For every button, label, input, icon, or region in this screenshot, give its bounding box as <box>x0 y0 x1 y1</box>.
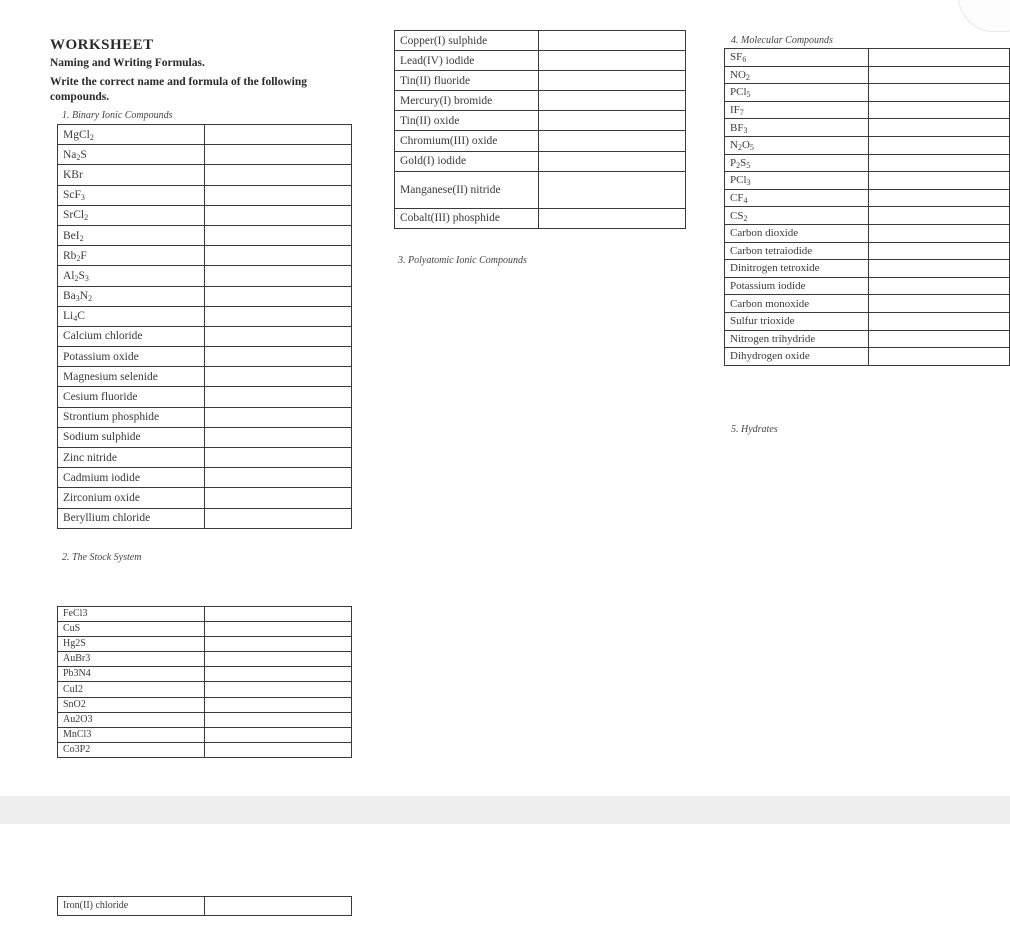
answer-cell[interactable] <box>205 306 352 326</box>
table-row <box>725 119 1010 137</box>
worksheet-instructions: Write the correct name and formula of the following compounds. <box>50 76 307 103</box>
answer-cell[interactable] <box>205 205 352 225</box>
table-row <box>58 488 352 508</box>
compound-cell: BeI$_2$ <box>58 225 205 245</box>
table-row <box>58 387 352 407</box>
answer-cell[interactable] <box>205 622 352 637</box>
answer-cell[interactable] <box>205 165 352 185</box>
answer-cell[interactable] <box>205 742 352 757</box>
compound-cell: AuBr3 <box>58 652 205 667</box>
answer-cell[interactable] <box>869 189 1010 207</box>
compound-cell: Tin(II) oxide <box>395 111 539 131</box>
worksheet-title: WORKSHEET <box>50 37 154 53</box>
table-row <box>58 652 352 667</box>
compound-cell: Carbon dioxide <box>725 224 869 242</box>
answer-cell[interactable] <box>869 295 1010 313</box>
compound-cell: Potassium iodide <box>725 277 869 295</box>
table-row <box>58 266 352 286</box>
compound-cell: PCl$_3$ <box>725 172 869 190</box>
table-row <box>725 207 1010 225</box>
answer-cell[interactable] <box>869 330 1010 348</box>
table-row <box>58 427 352 447</box>
compound-cell: Dihydrogen oxide <box>725 348 869 366</box>
compound-cell: $IF_7$ <box>725 101 869 119</box>
section-heading-hydrates: 5. Hydrates <box>731 424 778 435</box>
compound-cell: Tin(II) fluoride <box>395 71 539 91</box>
table-row <box>58 225 352 245</box>
compound-cell: Potassium oxide <box>58 347 205 367</box>
page-separator <box>0 796 1010 824</box>
answer-cell[interactable] <box>869 154 1010 172</box>
table-row <box>725 172 1010 190</box>
table-row <box>395 71 686 91</box>
table-row <box>725 136 1010 154</box>
answer-cell[interactable] <box>205 637 352 652</box>
compound-cell: Co3P2 <box>58 742 205 757</box>
table-row <box>58 246 352 266</box>
table-row <box>395 91 686 111</box>
table-row <box>395 131 686 151</box>
worksheet-subtitle: Naming and Writing Formulas. <box>50 57 205 69</box>
compound-cell: $N_2O_5$ <box>725 136 869 154</box>
section-heading-stock-system: 2. The Stock System <box>62 552 142 563</box>
compound-cell: $Rb_2F$ <box>58 246 205 266</box>
compound-cell: Au2O3 <box>58 712 205 727</box>
table-row <box>725 348 1010 366</box>
compound-cell: CuS <box>58 622 205 637</box>
answer-cell[interactable] <box>205 225 352 245</box>
answer-cell[interactable] <box>205 508 352 528</box>
compound-cell: SrCl$_2$ <box>58 205 205 225</box>
table-row <box>395 208 686 228</box>
table-row <box>725 242 1010 260</box>
compound-cell: $P_2S_5$ <box>725 154 869 172</box>
table-row <box>58 667 352 682</box>
table-stock-system-continued <box>394 30 686 229</box>
table-row <box>725 66 1010 84</box>
compound-cell: Mercury(I) bromide <box>395 91 539 111</box>
table-row <box>58 697 352 712</box>
answer-cell[interactable] <box>205 667 352 682</box>
table-row <box>58 468 352 488</box>
answer-cell[interactable] <box>205 488 352 508</box>
answer-cell[interactable] <box>869 312 1010 330</box>
answer-cell[interactable] <box>869 224 1010 242</box>
table-binary-ionic <box>57 124 352 529</box>
compound-cell: Cadmium iodide <box>58 468 205 488</box>
answer-cell[interactable] <box>869 119 1010 137</box>
compound-cell: Cobalt(III) phosphide <box>395 208 539 228</box>
table-row <box>58 637 352 652</box>
answer-cell[interactable] <box>539 111 686 131</box>
table-row <box>725 330 1010 348</box>
table-row <box>725 84 1010 102</box>
answer-cell[interactable] <box>205 427 352 447</box>
page-corner-decoration <box>958 0 1010 32</box>
table-row <box>725 312 1010 330</box>
answer-cell[interactable] <box>539 151 686 171</box>
answer-cell[interactable] <box>205 185 352 205</box>
table-row <box>58 145 352 165</box>
answer-cell[interactable] <box>205 727 352 742</box>
table-row <box>58 607 352 622</box>
compound-cell: ScF$_3$ <box>58 185 205 205</box>
answer-cell[interactable] <box>205 897 352 916</box>
answer-cell[interactable] <box>539 171 686 208</box>
table-row <box>725 260 1010 278</box>
table-row <box>58 165 352 185</box>
compound-cell: Hg2S <box>58 637 205 652</box>
answer-cell[interactable] <box>539 31 686 51</box>
compound-cell: Strontium phosphide <box>58 407 205 427</box>
table-row <box>58 897 352 916</box>
table-row <box>58 622 352 637</box>
compound-cell: SnO2 <box>58 697 205 712</box>
table-row <box>725 49 1010 67</box>
answer-cell[interactable] <box>869 277 1010 295</box>
compound-cell: Zinc nitride <box>58 448 205 468</box>
answer-cell[interactable] <box>869 348 1010 366</box>
table-row <box>395 151 686 171</box>
compound-cell: Carbon tetraiodide <box>725 242 869 260</box>
answer-cell[interactable] <box>539 208 686 228</box>
answer-cell[interactable] <box>205 326 352 346</box>
answer-cell[interactable] <box>539 131 686 151</box>
table-row <box>725 224 1010 242</box>
table-row <box>395 111 686 131</box>
compound-cell: Lead(IV) iodide <box>395 51 539 71</box>
table-row <box>725 295 1010 313</box>
table-row <box>725 154 1010 172</box>
compound-cell: Beryllium chloride <box>58 508 205 528</box>
answer-cell[interactable] <box>205 607 352 622</box>
answer-cell[interactable] <box>205 125 352 145</box>
section-heading-molecular: 4. Molecular Compounds <box>731 35 833 46</box>
answer-cell[interactable] <box>539 91 686 111</box>
table-row <box>58 367 352 387</box>
answer-cell[interactable] <box>869 136 1010 154</box>
answer-cell[interactable] <box>869 49 1010 67</box>
table-stock-system <box>57 606 352 758</box>
compound-cell: $BF_3$ <box>725 119 869 137</box>
table-row <box>58 727 352 742</box>
table-page-2-partial <box>57 896 352 916</box>
table-row <box>395 171 686 208</box>
compound-cell: PCl$_5$ <box>725 84 869 102</box>
compound-cell: Pb3N4 <box>58 667 205 682</box>
answer-cell[interactable] <box>205 712 352 727</box>
answer-cell[interactable] <box>539 71 686 91</box>
compound-cell: MgCl$_2$ <box>58 125 205 145</box>
compound-cell: Chromium(III) oxide <box>395 131 539 151</box>
table-row <box>395 51 686 71</box>
compound-cell: Carbon monoxide <box>725 295 869 313</box>
compound-cell: Dinitrogen tetroxide <box>725 260 869 278</box>
table-row <box>58 326 352 346</box>
compound-cell: Sulfur trioxide <box>725 312 869 330</box>
answer-cell[interactable] <box>205 145 352 165</box>
table-row <box>58 306 352 326</box>
answer-cell[interactable] <box>205 468 352 488</box>
answer-cell[interactable] <box>205 367 352 387</box>
table-row <box>58 286 352 306</box>
table-row <box>725 101 1010 119</box>
compound-cell: $Ba_3N_2$ <box>58 286 205 306</box>
table-row <box>58 448 352 468</box>
answer-cell[interactable] <box>205 697 352 712</box>
table-row <box>58 682 352 697</box>
answer-cell[interactable] <box>205 286 352 306</box>
compound-cell: KBr <box>58 165 205 185</box>
table-row <box>395 31 686 51</box>
answer-cell[interactable] <box>205 448 352 468</box>
answer-cell[interactable] <box>869 242 1010 260</box>
compound-cell: CuI2 <box>58 682 205 697</box>
compound-cell: $CF_4$ <box>725 189 869 207</box>
answer-cell[interactable] <box>205 266 352 286</box>
compound-cell: Nitrogen trihydride <box>725 330 869 348</box>
compound-cell: $Na_2S$ <box>58 145 205 165</box>
table-row <box>58 347 352 367</box>
compound-cell: Copper(I) sulphide <box>395 31 539 51</box>
compound-cell: $Al_2S_3$ <box>58 266 205 286</box>
answer-cell[interactable] <box>205 387 352 407</box>
compound-cell: Calcium chloride <box>58 326 205 346</box>
worksheet-page-2 <box>0 824 1010 934</box>
table-row <box>58 712 352 727</box>
compound-cell: Manganese(II) nitride <box>395 171 539 208</box>
compound-cell: Magnesium selenide <box>58 367 205 387</box>
table-row <box>58 407 352 427</box>
table-row <box>58 125 352 145</box>
compound-cell: $Li_4C$ <box>58 306 205 326</box>
answer-cell[interactable] <box>869 84 1010 102</box>
section-heading-binary-ionic: 1. Binary Ionic Compounds <box>62 110 173 121</box>
table-row <box>58 185 352 205</box>
answer-cell[interactable] <box>205 682 352 697</box>
table-row <box>725 189 1010 207</box>
table-row <box>58 742 352 757</box>
compound-cell: $NO_2$ <box>725 66 869 84</box>
table-row <box>58 205 352 225</box>
section-heading-polyatomic-ionic: 3. Polyatomic Ionic Compounds <box>398 255 527 266</box>
compound-cell: FeCl3 <box>58 607 205 622</box>
answer-cell[interactable] <box>869 101 1010 119</box>
answer-cell[interactable] <box>205 347 352 367</box>
compound-cell: Cesium fluoride <box>58 387 205 407</box>
answer-cell[interactable] <box>205 407 352 427</box>
answer-cell[interactable] <box>205 652 352 667</box>
compound-cell: Zirconium oxide <box>58 488 205 508</box>
compound-cell: $CS_2$ <box>725 207 869 225</box>
table-molecular <box>724 48 1010 366</box>
table-row <box>725 277 1010 295</box>
answer-cell[interactable] <box>869 172 1010 190</box>
compound-cell: Sodium sulphide <box>58 427 205 447</box>
compound-cell: Gold(I) iodide <box>395 151 539 171</box>
answer-cell[interactable] <box>869 66 1010 84</box>
answer-cell[interactable] <box>205 246 352 266</box>
compound-cell: $SF_6$ <box>725 49 869 67</box>
compound-cell: MnCl3 <box>58 727 205 742</box>
compound-cell: Iron(II) chloride <box>58 897 205 916</box>
answer-cell[interactable] <box>869 207 1010 225</box>
answer-cell[interactable] <box>539 51 686 71</box>
answer-cell[interactable] <box>869 260 1010 278</box>
table-row <box>58 508 352 528</box>
